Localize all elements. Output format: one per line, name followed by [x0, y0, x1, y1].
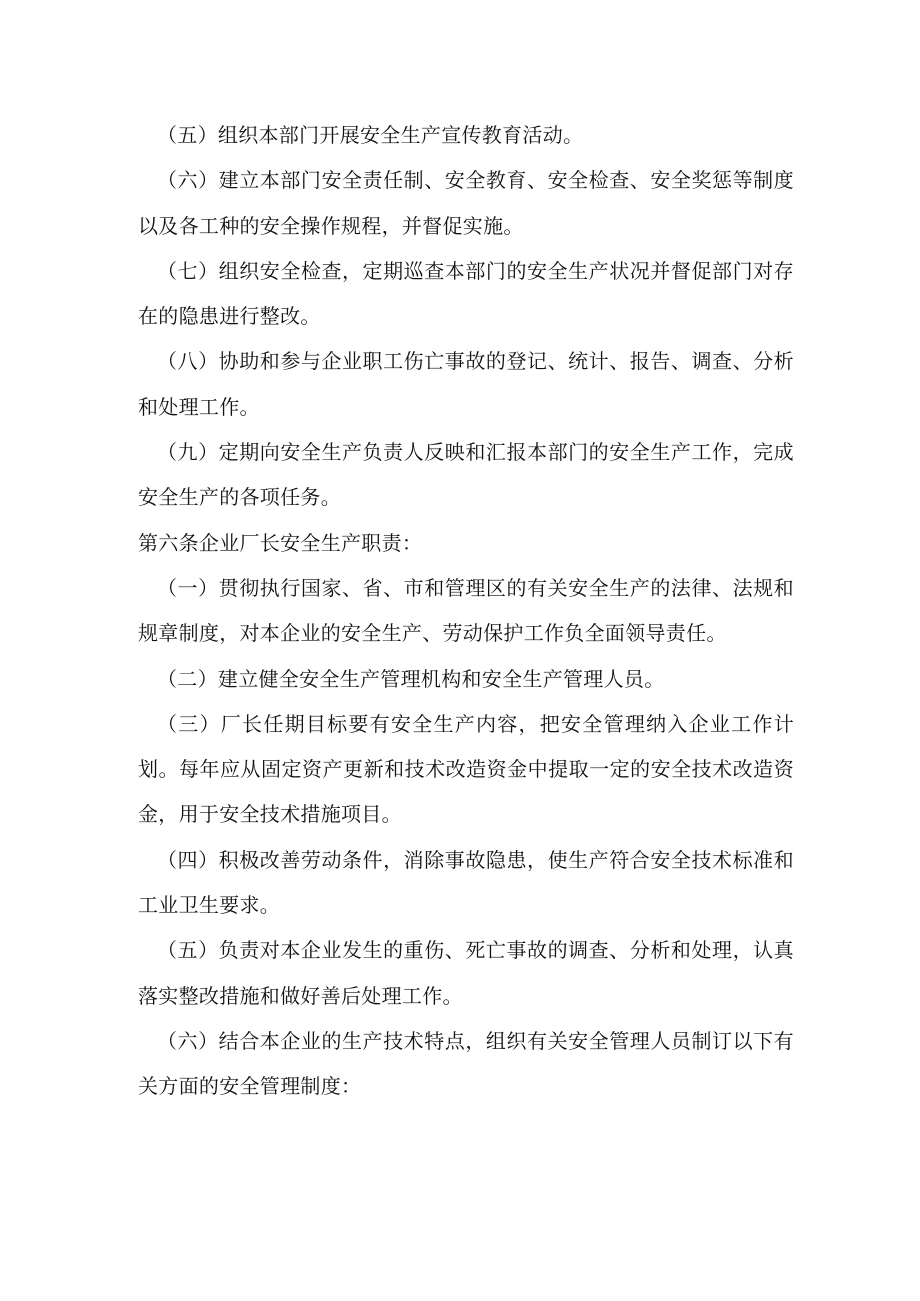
paragraph-item-3-targets: （三）厂长任期目标要有安全生产内容，把安全管理纳入企业工作计划。每年应从固定资产更新和技术改造资金中提取一定的安全技术改造资金，用于安全技术措施项目。: [138, 711, 794, 827]
paragraph-item-7-inspection: （七）组织安全检查，定期巡查本部门的安全生产状况并督促部门对存在的隐患进行整改。: [138, 258, 794, 329]
paragraph-item-5-publicity: （五）组织本部门开展安全生产宣传教育活动。: [157, 123, 584, 147]
paragraph-item-9-reporting: （九）定期向安全生产负责人反映和汇报本部门的安全生产工作，完成安全生产的各项任务。: [138, 440, 794, 510]
paragraph-item-2-organization: （二）建立健全安全生产管理机构和安全生产管理人员。: [157, 666, 665, 691]
paragraph-item-1-laws: （一）贯彻执行国家、省、市和管理区的有关安全生产的法律、法规和规章制度，对本企业的安全生产、劳动保护工作负全面领导责任。: [138, 575, 794, 646]
paragraph-item-8-accident-reporting: （八）协助和参与企业职工伤亡事故的登记、统计、报告、调查、分析和处理工作。: [138, 349, 794, 419]
paragraph-item-4-conditions: （四）积极改善劳动条件，消除事故隐患，使生产符合安全技术标准和工业卫生要求。: [138, 847, 794, 918]
paragraph-item-6-rules: （六）建立本部门安全责任制、安全教育、安全检查、安全奖惩等制度以及各工种的安全操作规程，并督促实施。: [138, 168, 794, 238]
document-body: [138, 113, 794, 1110]
paragraph-item-5-accidents: （五）负责对本企业发生的重伤、死亡事故的调查、分析和处理，认真落实整改措施和做好善后处理工作。: [138, 938, 794, 1008]
article-6-heading: 第六条企业厂长安全生产职责：: [138, 530, 423, 555]
paragraph-item-6-management-rules: （六）结合本企业的生产技术特点，组织有关安全管理人员制订以下有关方面的安全管理制度：: [138, 1028, 794, 1099]
